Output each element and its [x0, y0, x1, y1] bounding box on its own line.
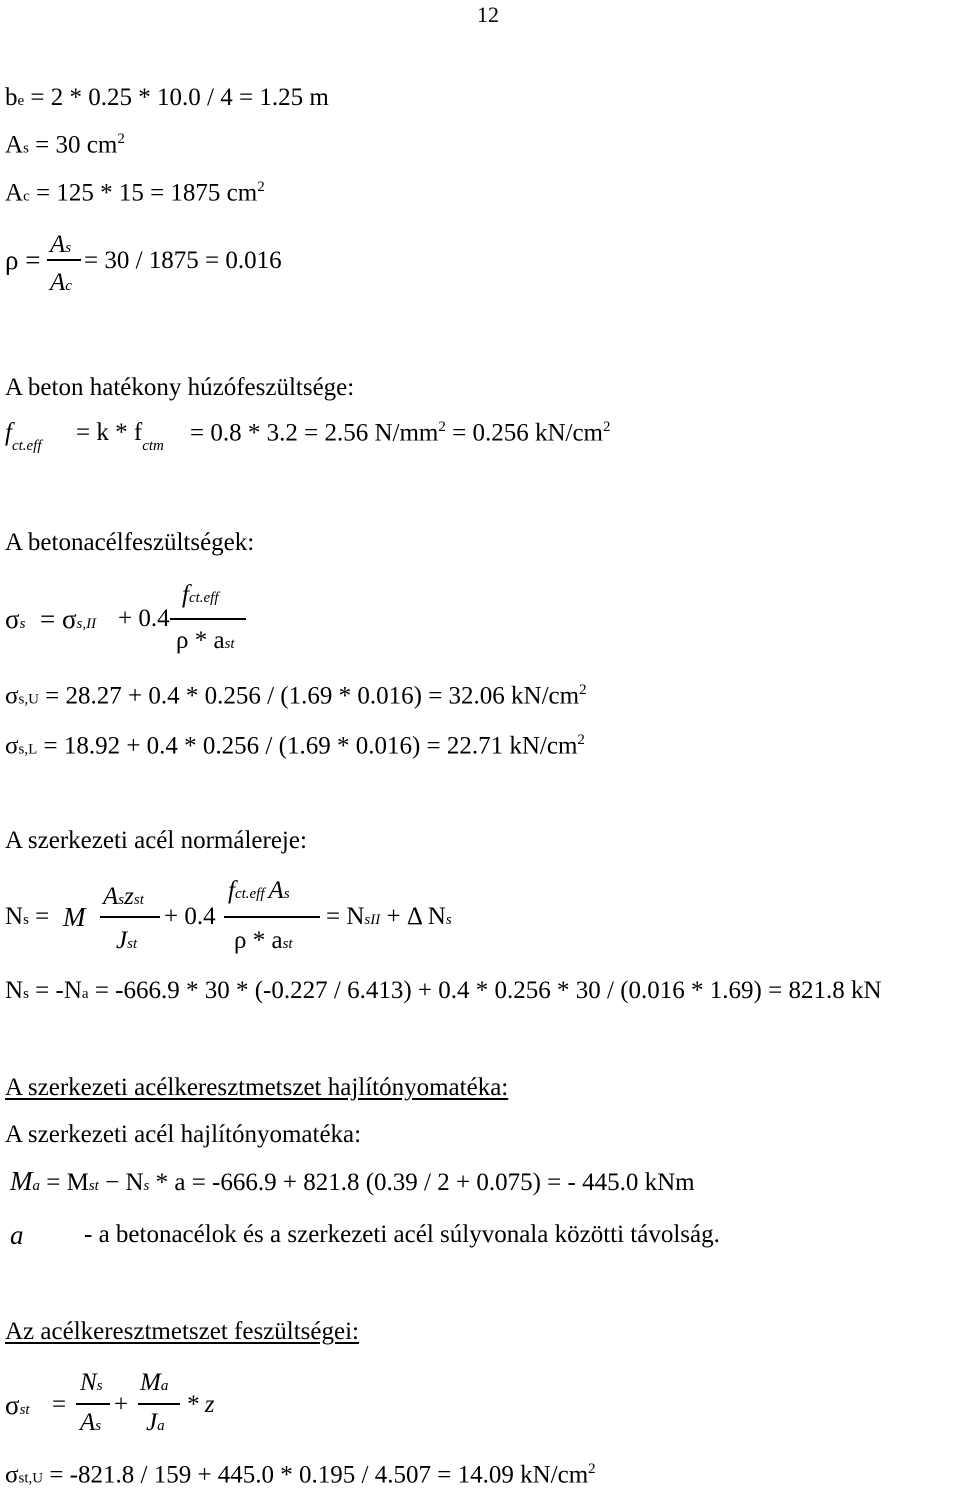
fct-formula: $f_{ct.eff}$ [5, 419, 42, 454]
rho-denominator: Ac [50, 269, 72, 296]
sigma-u-line: σs,U = 28.27 + 0.4 * 0.256 / (1.69 * 0.016) = 32.06 $kN/cm^2$ [5, 682, 587, 710]
rho-lhs: ρ = [5, 245, 41, 275]
ns-formula-den2: ρ * ast [234, 927, 293, 954]
ns-formula-lhs: Ns = [5, 903, 50, 930]
ns-formula-m: M [63, 902, 86, 932]
be-sub: e [17, 93, 25, 109]
sigma-l-line: σs,L = 18.92 + 0.4 * 0.256 / (1.69 * 0.016) = 22.71 $kN/cm^2$ [5, 732, 585, 760]
sigma-formula-numerator: fct.eff [182, 581, 219, 608]
as-rest: = 30 cm [28, 131, 118, 159]
heading-acel-hajlitonyomateka: A szerkezeti acél hajlítónyomatéka: [5, 1121, 362, 1148]
ac-rest: = 125 * 15 = 1875 cm [29, 179, 258, 207]
ns-formula-num2: fct.eff As [228, 877, 290, 904]
sigma-formula-lhs: σs [5, 604, 26, 634]
sigma-st-eq: = [52, 1391, 67, 1418]
sigma-st-value-line: σst,U = -821.8 / 159 + 445.0 * 0.195 / 4.507 = 14.09 $kN/cm^2$ [5, 1461, 596, 1489]
fct-rest: = 0.8 * 3.2 = 2.56 $N/mm^2 = 0.256$ $kN/cm^2$ [190, 419, 611, 447]
as-sub: s [23, 140, 29, 157]
ns-formula-plus: + 0.4 [164, 903, 216, 930]
heading-betonacel: A betonacélfeszültségek: [5, 529, 255, 556]
sigma-st-fraction-bar-1 [76, 1403, 110, 1405]
ns-formula-rhs: = NsII + Δ Ns [326, 903, 452, 930]
sigma-st-fraction-bar-2 [138, 1403, 180, 1405]
ac-line [5, 180, 265, 205]
sigma-st-den2: Ja [146, 1409, 165, 1436]
heading-feszultsegei: Az acélkeresztmetszet feszültségei: [5, 1318, 359, 1345]
heading-normalereje: A szerkezeti acél normálereje: [5, 827, 307, 854]
as-sup: 2 [117, 131, 125, 147]
ns-formula-num1: Aszst [103, 883, 144, 910]
ma-formula: Ma = Mst − Ns * a = -666.9 + 821.8 (0.39 / 2 + 0.075) = - 445.0 kNm [10, 1166, 695, 1196]
be-line [5, 85, 329, 110]
sigma-st-den1: As [80, 1409, 102, 1436]
heading-hajlitonyomateka: A szerkezeti acélkeresztmetszet hajlítónyomatéka: [5, 1074, 509, 1101]
page-number: 12 [477, 2, 499, 27]
ns-value-line: Ns = -Na = -666.9 * 30 * (-0.227 / 6.413) + 0.4 * 0.256 * 30 / (0.016 * 1.69) = 821.8 kN [5, 977, 882, 1004]
ac-symbol: A [5, 179, 24, 207]
a-def-text: - a betonacélok és a szerkezeti acél súlyvonala közötti távolság. [84, 1221, 720, 1248]
sigma-st-plus: + [114, 1391, 129, 1418]
sigma-st-rest: * z [186, 1391, 215, 1418]
ns-fraction-bar-2 [224, 916, 320, 918]
as-line [5, 132, 125, 157]
sigma-formula-denominator: ρ * ast [176, 627, 235, 654]
sigma-st-num1: Ns [80, 1369, 103, 1396]
sigma-formula-eq: = σs,II [40, 604, 97, 634]
rho-fraction-bar [47, 259, 81, 261]
heading-beton: A beton hatékony húzófeszültsége: [5, 374, 355, 401]
ac-sub: c [23, 188, 30, 205]
ns-formula-den1: Jst [116, 927, 138, 954]
rho-numerator: As [50, 231, 72, 258]
sigma-st-num2: Ma [140, 1369, 169, 1396]
sigma-formula-plus: + 0.4 [118, 605, 170, 632]
ns-fraction-bar-1 [100, 916, 160, 918]
ac-sup: 2 [257, 179, 265, 195]
sigma-fraction-bar [170, 618, 246, 620]
sigma-st-lhs: σst [5, 1390, 30, 1420]
be-rest: = 2 * 0.25 * 10.0 / 4 = 1.25 m [24, 84, 329, 111]
be-symbol: b [5, 84, 18, 111]
fct-mid: = k * $f_{ctm}$ [76, 419, 164, 454]
as-symbol: A [5, 131, 24, 159]
a-def-symbol: a [10, 1220, 24, 1250]
rho-rest: = 30 / 1875 = 0.016 [84, 247, 282, 274]
